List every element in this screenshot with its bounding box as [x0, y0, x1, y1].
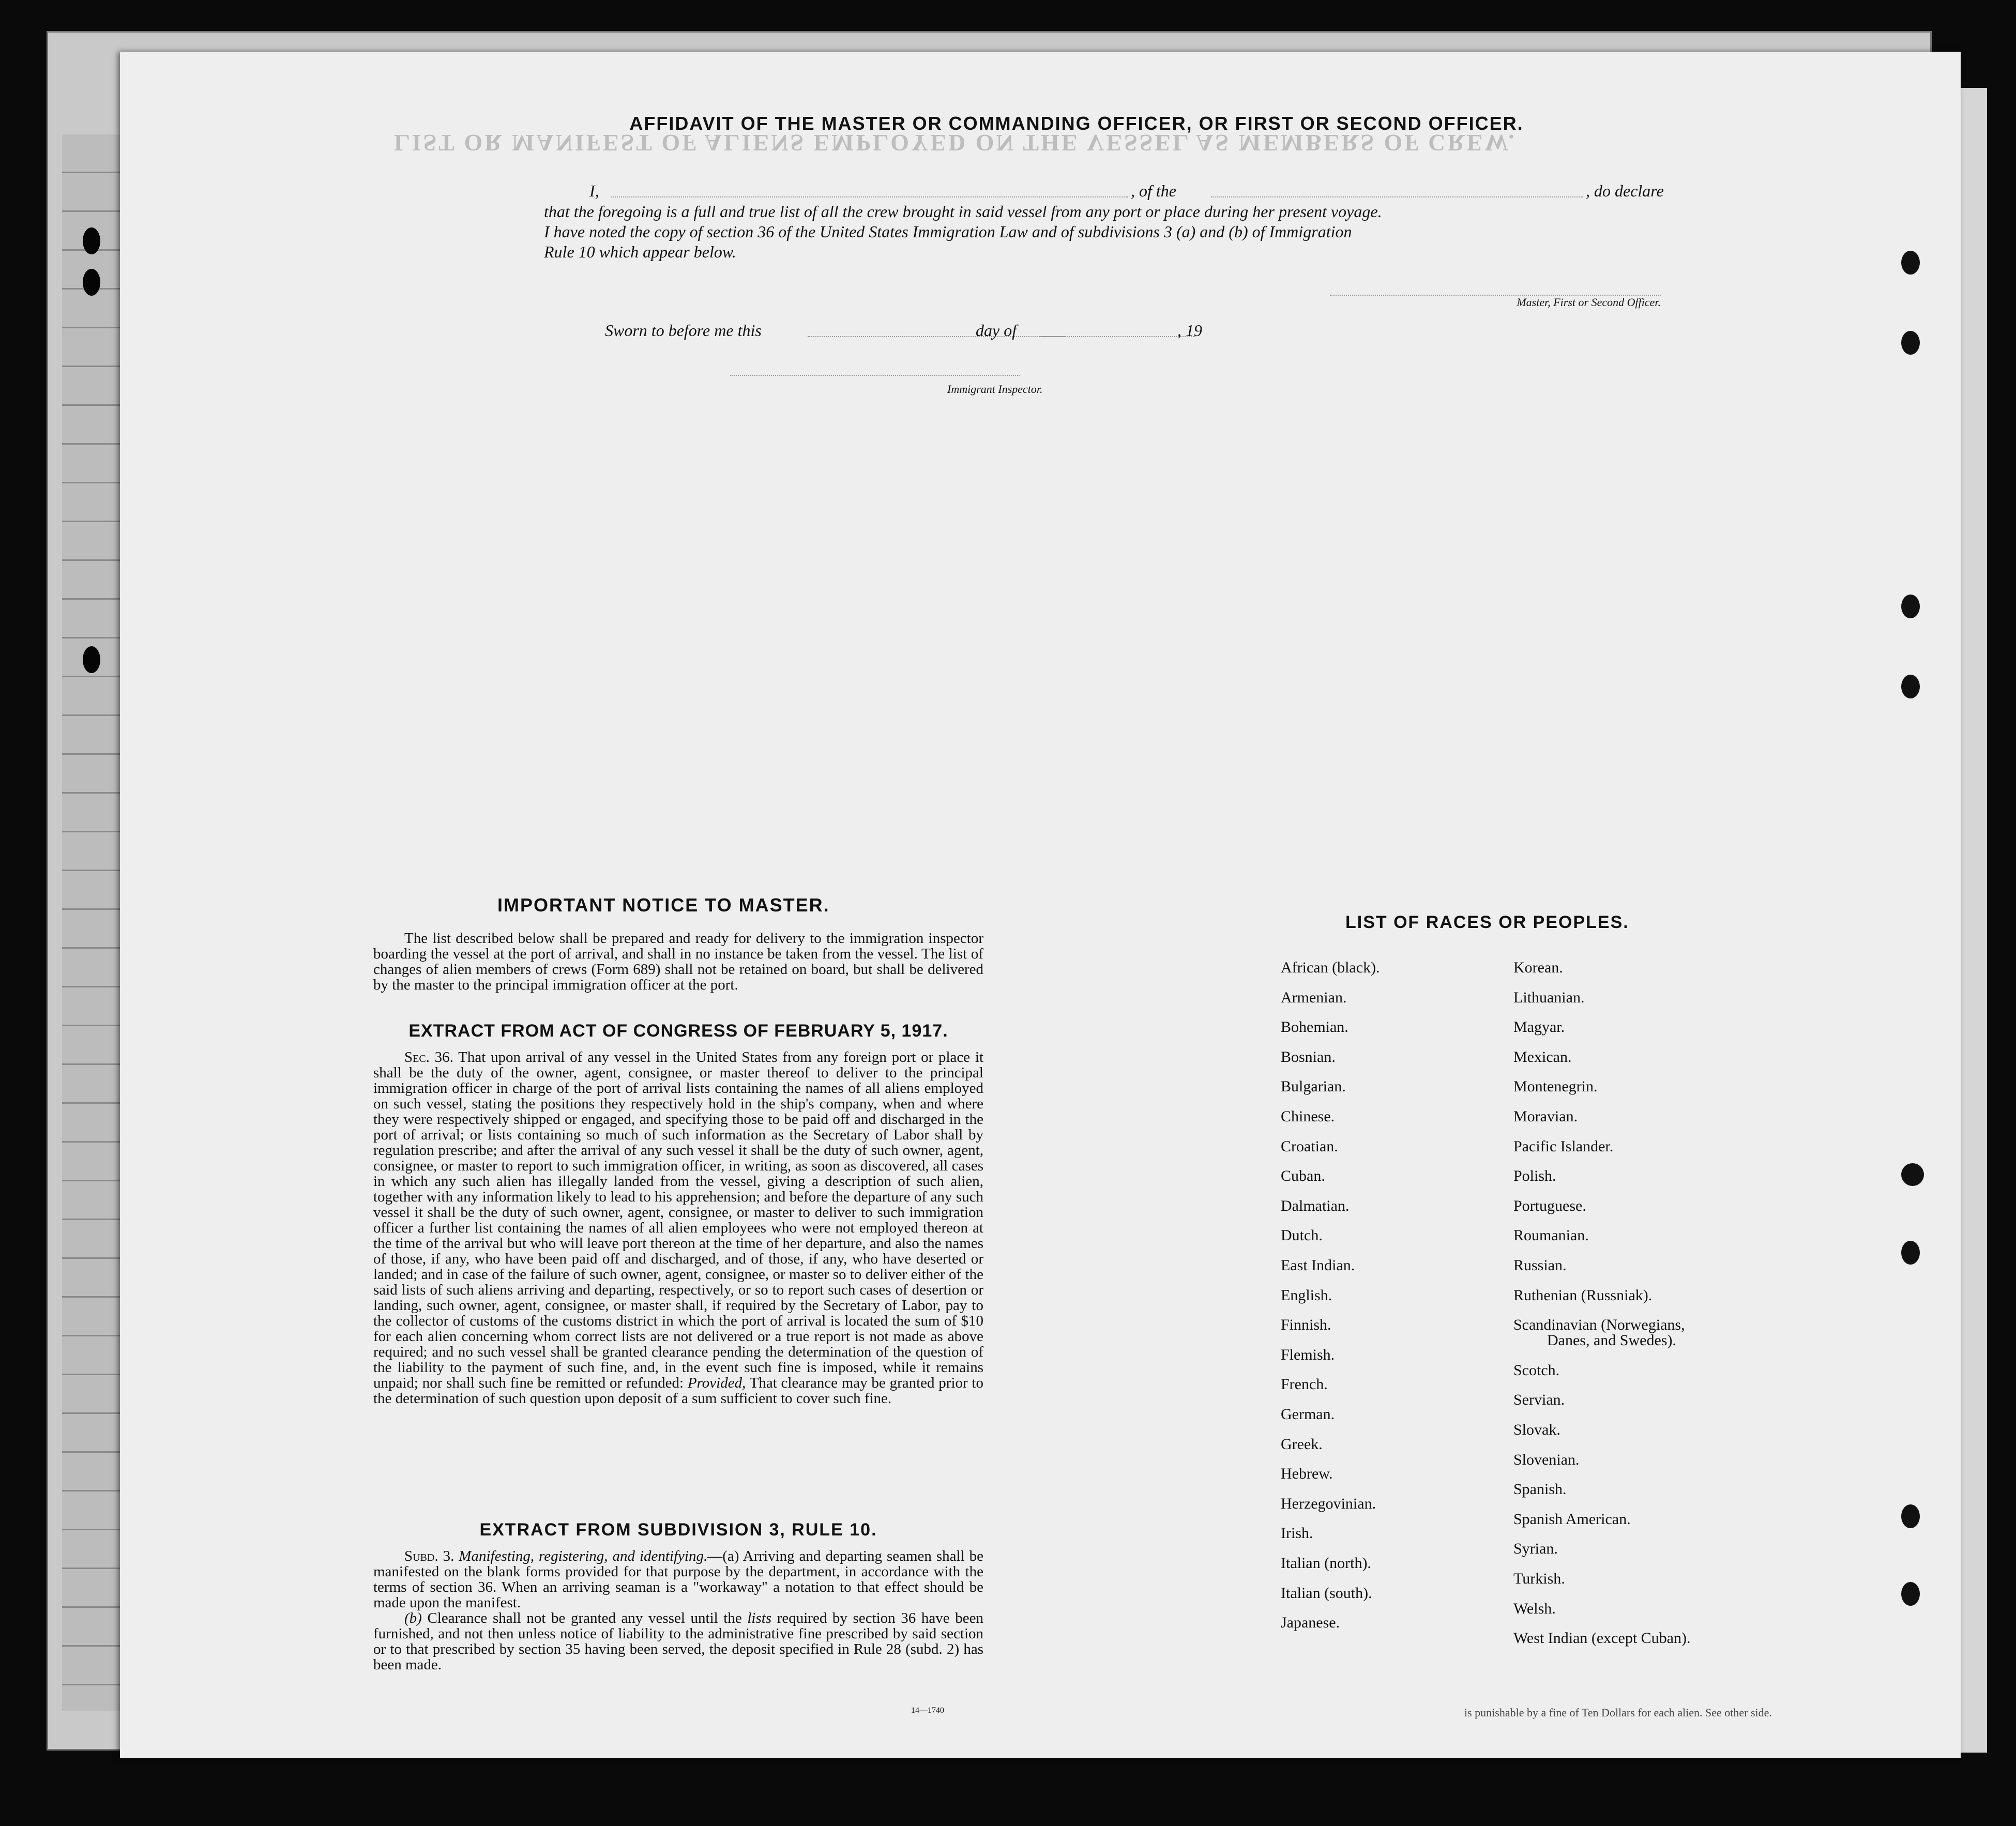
race-item: Flemish.: [1281, 1346, 1335, 1363]
left-ledger-strip: [62, 134, 124, 1711]
form-page: [120, 52, 1961, 1758]
affidavit-i: I,: [589, 181, 599, 200]
affidavit-of-the: , of the: [1131, 181, 1176, 200]
punch-hole: [1901, 1504, 1920, 1528]
race-item: Ruthenian (Russniak).: [1513, 1286, 1653, 1304]
race-item: Italian (north).: [1281, 1555, 1371, 1572]
race-item: Spanish American.: [1513, 1510, 1631, 1528]
race-item: Bohemian.: [1281, 1018, 1348, 1036]
race-item: French.: [1281, 1376, 1328, 1393]
race-item: Magyar.: [1513, 1018, 1565, 1036]
inspector-signature-label: Immigrant Inspector.: [947, 383, 1043, 395]
rule-para-b-lists: lists: [747, 1610, 772, 1626]
race-item: Polish.: [1513, 1167, 1556, 1185]
race-item: Hebrew.: [1281, 1465, 1333, 1483]
punch-hole: [1901, 1582, 1920, 1606]
race-item: Italian (south).: [1281, 1584, 1372, 1602]
master-signature-label: Master, First or Second Officer.: [1517, 296, 1661, 309]
rule-para-b-1: Clearance shall not be granted any vessel until the: [427, 1610, 742, 1626]
rule-para-a-text: —(a) Arriving and departing seamen shall be manifested on the blank forms provided for that purpose by the department, in accordance with the terms of section 36. When an arriving seaman is a "workaway" a notation to that effect should be made upon the manifest.: [373, 1548, 983, 1611]
act-body: That upon arrival of any vessel in the United States from any foreign port or place it shall be the duty of the owner, agent, consignee, or master thereof to deliver to the principal immigration officer in charge of the port of arrival lists containing the names of all aliens employed on such vessel, stating the positions they respectively hold in the ship's company, when and where they were respectively shipped or engaged, and specifying those to be paid off and discharged in the port of arrival; or lists containing so much of such information as the Secretary of Labor shall by regulation prescribe; and after the arrival of any such vessel it shall be the duty of such owner, agent, consignee, or master to report to such immigration officer, in writing, as soon as discovered, all cases in which any such alien has illegally landed from the vessel, giving a description of such alien, together with any information likely to lead to his apprehension; and before the departure of any such vessel it shall be the duty of such owner, agent, consignee, or master to deliver to such immigration officer a further list containing the names of all alien employees who were not employed thereon at the time of the arrival but who will leave port thereon at the time of her departure, and also the names of those, if any, who have been paid off and discharged, and of those, if any, who have deserted or landed; and in case of the failure of such owner, agent, consignee, or master so to deliver either of the said lists of such aliens arriving and departing, respectively, or so to report such cases of desertion or landing, such owner, agent, consignee, or master shall, if required by the Secretary of Labor, pay to the collector of customs of the customs district in which the port of arrival is located the sum of $10 for each alien concerning whom correct lists are not delivered or a true report is not made as above required; and no such vessel shall be granted clearance pending the determination of the question of the liability to the payment of such fine, and, in the event such fine is imposed, while it remains unpaid; nor shall such fine be remitted or refunded:: [373, 1049, 984, 1391]
race-item: Moravian.: [1513, 1108, 1578, 1125]
race-item: Welsh.: [1513, 1600, 1556, 1617]
race-item: English.: [1281, 1286, 1332, 1304]
act-title: EXTRACT FROM ACT OF CONGRESS OF FEBRUARY 5, 1917.: [408, 1021, 948, 1041]
race-item: Danes, and Swedes).: [1547, 1332, 1676, 1349]
race-item: Scandinavian (Norwegians,: [1513, 1316, 1685, 1334]
race-item: Syrian.: [1513, 1540, 1558, 1558]
race-item: Cuban.: [1281, 1167, 1325, 1185]
race-item: East Indian.: [1281, 1257, 1355, 1274]
affidavit-declare: , do declare: [1586, 181, 1664, 200]
inspector-signature-blank[interactable]: [730, 375, 1020, 376]
sworn-day-blank[interactable]: [808, 336, 1066, 337]
races-title: LIST OF RACES OR PEOPLES.: [1345, 912, 1629, 932]
sworn-month-blank[interactable]: [1040, 336, 1195, 337]
affidavit-line4: Rule 10 which appear below.: [544, 242, 736, 261]
rule-para-b-2: required by section 36 have been furnished, and not then unless notice of liability to the administrative fine prescribed by said section or to that prescribed by section 35 having been served, the deposit specified in Rule 28 (subd. 2) has been made.: [373, 1610, 983, 1673]
race-item: Roumanian.: [1513, 1227, 1589, 1244]
race-item: German.: [1281, 1406, 1335, 1423]
affidavit-line3: I have noted the copy of section 36 of the United States Immigration Law and of subdivisions 3 (a) and (b) of Immigration: [544, 222, 1352, 241]
bleed-through-heading: LIST OR MANIFEST OF ALIENS EMPLOYED ON THE VESSEL AS MEMBERS OF CREW.: [394, 130, 1517, 156]
race-item: Finnish.: [1281, 1316, 1331, 1334]
race-item: Dalmatian.: [1281, 1197, 1350, 1214]
race-item: Korean.: [1513, 959, 1563, 976]
binding-hole: [83, 227, 100, 254]
punch-hole: [1901, 595, 1920, 618]
notice-body: The list described below shall be prepared and ready for delivery to the immigration inspector boarding the vessel at the port of arrival, and shall in no instance be taken from the vessel. The list of changes of alien members of crews (Form 689) shall not be retained on board, but shall be delivered by the master to the principal immigration officer at the port.: [373, 930, 983, 993]
race-item: Mexican.: [1513, 1048, 1572, 1066]
race-item: Portuguese.: [1513, 1197, 1586, 1214]
race-item: Bulgarian.: [1281, 1078, 1346, 1095]
punch-hole: [1901, 1163, 1924, 1186]
rule-para-b-label: (b): [404, 1610, 422, 1626]
race-item: Pacific Islander.: [1513, 1137, 1614, 1155]
rule-title: EXTRACT FROM SUBDIVISION 3, RULE 10.: [479, 1520, 877, 1540]
name-blank[interactable]: [611, 196, 1128, 197]
race-item: Armenian.: [1281, 988, 1347, 1006]
race-item: Greek.: [1281, 1435, 1323, 1453]
race-item: West Indian (except Cuban).: [1513, 1630, 1691, 1647]
race-item: Herzegovinian.: [1281, 1495, 1376, 1512]
rule-subd-heading: Manifesting, registering, and identifying.: [459, 1548, 708, 1564]
affidavit-title: AFFIDAVIT OF THE MASTER OR COMMANDING OFFICER, OR FIRST OR SECOND OFFICER.: [629, 113, 1524, 134]
race-item: Dutch.: [1281, 1227, 1323, 1244]
act-section-label: Sec. 36.: [404, 1049, 453, 1066]
act-body-end: That clearance may be granted prior to the determination of such question upon deposit of a sum sufficient to cover such fine.: [373, 1375, 983, 1407]
punch-hole: [1901, 331, 1920, 355]
binding-hole: [83, 269, 100, 296]
act-section-36: [373, 1049, 983, 1406]
binding-hole: [83, 646, 100, 673]
rule-para-b: [373, 1610, 983, 1672]
race-item: Japanese.: [1281, 1614, 1340, 1632]
affidavit-line2: that the foregoing is a full and true list of all the crew brought in said vessel from any port or place during her present voyage.: [544, 202, 1382, 221]
race-item: Turkish.: [1513, 1570, 1565, 1587]
race-item: Russian.: [1513, 1257, 1567, 1274]
punch-hole: [1901, 675, 1920, 698]
year-label: , 19: [1177, 321, 1202, 340]
day-of-label: day of: [976, 321, 1017, 340]
race-item: Spanish.: [1513, 1481, 1567, 1498]
race-item: Scotch.: [1513, 1361, 1560, 1379]
race-item: Irish.: [1281, 1525, 1313, 1542]
vessel-blank[interactable]: [1211, 196, 1583, 197]
race-item: Servian.: [1513, 1391, 1565, 1409]
act-provided: Provided,: [687, 1375, 746, 1391]
rule-para-a: [373, 1548, 983, 1610]
race-item: Slovak.: [1513, 1421, 1560, 1438]
race-item: Lithuanian.: [1513, 988, 1585, 1006]
race-item: Montenegrin.: [1513, 1078, 1598, 1095]
race-item: Bosnian.: [1281, 1048, 1336, 1066]
rule-subd-label: Subd. 3.: [404, 1548, 454, 1564]
race-item: Croatian.: [1281, 1137, 1338, 1155]
race-item: Slovenian.: [1513, 1451, 1580, 1468]
form-number: 14—1740: [911, 1706, 944, 1715]
punch-hole: [1901, 251, 1920, 275]
race-item: African (black).: [1281, 959, 1380, 976]
punch-hole: [1901, 1241, 1920, 1265]
race-item: Chinese.: [1281, 1108, 1335, 1125]
sworn-label: Sworn to before me this: [605, 321, 762, 340]
notice-title: IMPORTANT NOTICE TO MASTER.: [497, 894, 830, 916]
bleed-through-footer: is punishable by a fine of Ten Dollars for each alien. See other side.: [1464, 1706, 1772, 1719]
